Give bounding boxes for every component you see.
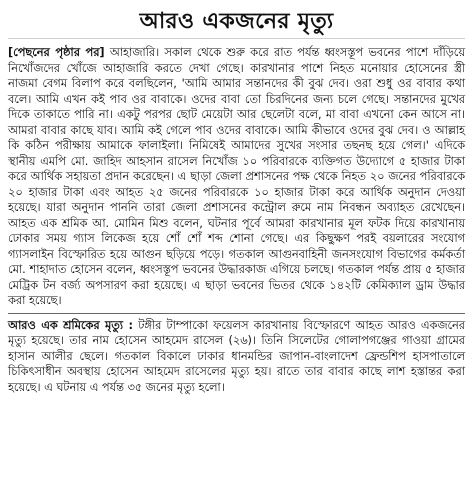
article-body [8,45,465,395]
second-story-paragraph [8,318,465,396]
story-text: আহাজারি। সকাল থেকে শুরু করে রাত পর্যন্ত ধ্বংসস্তূপ ভবনের পাশে দাঁড়িয়ে নিখোঁজদের খোঁজে আহাজারি করতে দেখা গেছে। কারখানার পাশে নিহত মনোয়ার হোসেনের স্ত্রী নাজমা বেগম বিলাপ করে বলছিলেন, 'আমি আমার সন্তানদের কী বুঝ দেব। ওরা শুধু ওর বাবার কথা বলে। আমি এখন কই পাব ওর বাবাকে। ওদের বাবা তো চিরদিনের জন্য চলে গেছে। সন্তানদের মুখের দিকে তাকাতে পারি না। একটু পরপর ছোট মেয়েটা আর ছেলেটা বলে, মা বাবা এখনো কেন আসে না। আমরা বাবার কাছে যাব। আমি কই গেলে পাব ওদের বাবাকে। আমি কীভাবে ওদের বুঝ দেব। ও আল্লাহ কি কঠিন পরীক্ষায় আমাকে ফালাইলা। নিমিষেই আমাদের সুখের সংসার তছনছ হয়ে গেল।' এদিকে স্থানীয় এমপি মো. জাহিদ আহসান রাসেল নিখোঁজ ১০ পরিবারকে ব্যক্তিগত উদ্যোগে ৫ হাজার টাকা করে আর্থিক সহায়তা প্রদান করেছেন। এ ছাড়া জেলা প্রশাসনের পক্ষ থেকে নিহত ২০ জনের পরিবারকে ২০ হাজার টাকা এবং আহত ২৫ জনের পরিবারকে ১০ হাজার টাকা করে আর্থিক অনুদান দেওয়া হয়েছে। যারা অনুদান পাননি তারা জেলা প্রশাসনের কন্ট্রোল রুমে নাম নিবন্ধন অব্যাহত রেখেছেন। আহত এক শ্রমিক আ. মোমিন মিশু বলেন, ঘটনার পূর্বে আমরা কারখানার মূল ফটক দিয়ে কারখানায় ঢোকার সময় গ্যাস লিকেজ হয়ে শোঁ শোঁ শব্দ শোনা গেছে। এর কিছুক্ষণ পরই বয়লারের সংযোগ গ্যাসলাইন বিস্ফোরিত হয়ে আগুন ছড়িয়ে পড়ে। গতকাল আগুনবাহিনী জনসংযোগ বিভাগের কর্মকর্তা মো. শাহাদাত হোসেন বলেন, ধ্বংসস্তূপ ভবনের উদ্ধারকাজ এগিয়ে চলছে। গতকাল পর্যন্ত প্রায় ৫ হাজার মেট্রিক টন বর্জ্য অপসারণ করা হয়েছে। এ ছাড়া ভবনের ভিতর থেকে ১৪২টি কেমিক্যাল ড্রাম উদ্ধার করা হয়েছে। [8,46,466,307]
continuation-tag: [পেছনের পৃষ্ঠার পর] [8,46,105,59]
story-paragraph [8,45,465,309]
headline: আরও একজনের মৃত্যু [8,6,465,39]
section-divider [8,313,465,314]
second-story-text: টঙ্গীর টাম্পাকো ফয়েলস কারখানায় বিস্ফোরণে আহত আরও একজনের মৃত্যু হয়েছে। তার নাম হোসেন আহমেদ রাসেল (২৬)। তিনি সিলেটের গোলাপগঞ্জের গাওয়া গ্রামের হাসান আলীর ছেলে। গতকাল বিকালে ঢাকার ধানমন্ডির জাপান-বাংলাদেশ ফ্রেন্ডশিপ হাসপাতালে চিকিৎসাধীন অবস্থায় হোসেন আহমেদ রাসেলের মৃত্যু হয়। রাতে তার বাবার কাছে লাশ হস্তান্তর করা হয়েছে। এ ঘটনায় এ পর্যন্ত ৩৫ জনের মৃত্যু হলো। [8,318,465,394]
sub-headline: আরও এক শ্রমিকের মৃত্যু : [8,318,134,332]
